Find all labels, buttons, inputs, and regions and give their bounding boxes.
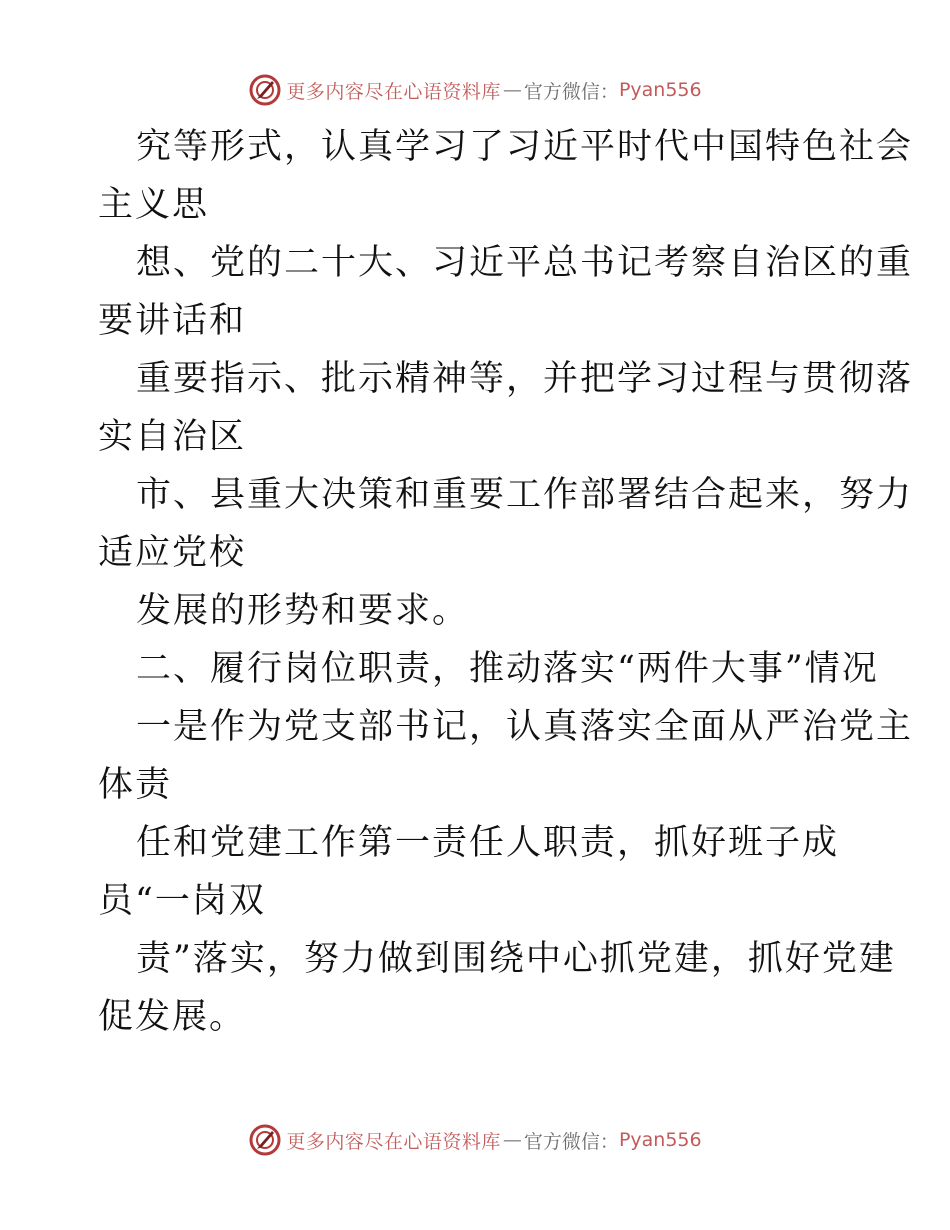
body-line: 责”落实，努力做到围绕中心抓党建，抓好党建: [136, 939, 896, 979]
body-line: 市、县重大决策和重要工作部署结合起来，努力: [136, 475, 914, 515]
body-line: 体责: [98, 765, 173, 805]
seal-logo-icon: [248, 73, 282, 107]
body-line: 重要指示、批示精神等，并把学习过程与贯彻落: [136, 359, 914, 399]
header-separator: —: [502, 79, 522, 101]
body-line: 想、党的二十大、习近平总书记考察自治区的重: [136, 243, 914, 283]
body-line: 发展的形势和要求。: [136, 591, 470, 631]
body-line: 促发展。: [98, 997, 247, 1037]
header-account-text: Pyan556: [618, 79, 702, 101]
header-sub-text: 官方微信：: [523, 80, 619, 103]
footer-account-text: Pyan556: [618, 1129, 702, 1151]
footer-separator: —: [502, 1129, 522, 1151]
body-line: 究等形式，认真学习了习近平时代中国特色社会: [136, 127, 914, 167]
footer-sub-text: 官方微信：: [523, 1130, 619, 1153]
seal-logo-icon: [248, 1123, 282, 1157]
body-line: 一是作为党支部书记，认真落实全面从严治党主: [136, 707, 914, 747]
footer-banner: [0, 1120, 950, 1160]
body-line: 任和党建工作第一责任人职责，抓好班子成: [136, 823, 840, 863]
footer-brand-text: 更多内容尽在心语资料库: [286, 1130, 501, 1153]
body-line: 主义思: [98, 185, 210, 225]
body-line: 适应党校: [98, 533, 247, 573]
section-heading: 二、履行岗位职责，推动落实“两件大事”情况: [136, 649, 879, 689]
body-line: 员“一岗双: [98, 881, 266, 921]
body-line: 要讲话和: [98, 301, 247, 341]
header-banner: [0, 70, 950, 110]
body-line: 实自治区: [98, 417, 247, 457]
header-brand-text: 更多内容尽在心语资料库: [286, 80, 501, 103]
